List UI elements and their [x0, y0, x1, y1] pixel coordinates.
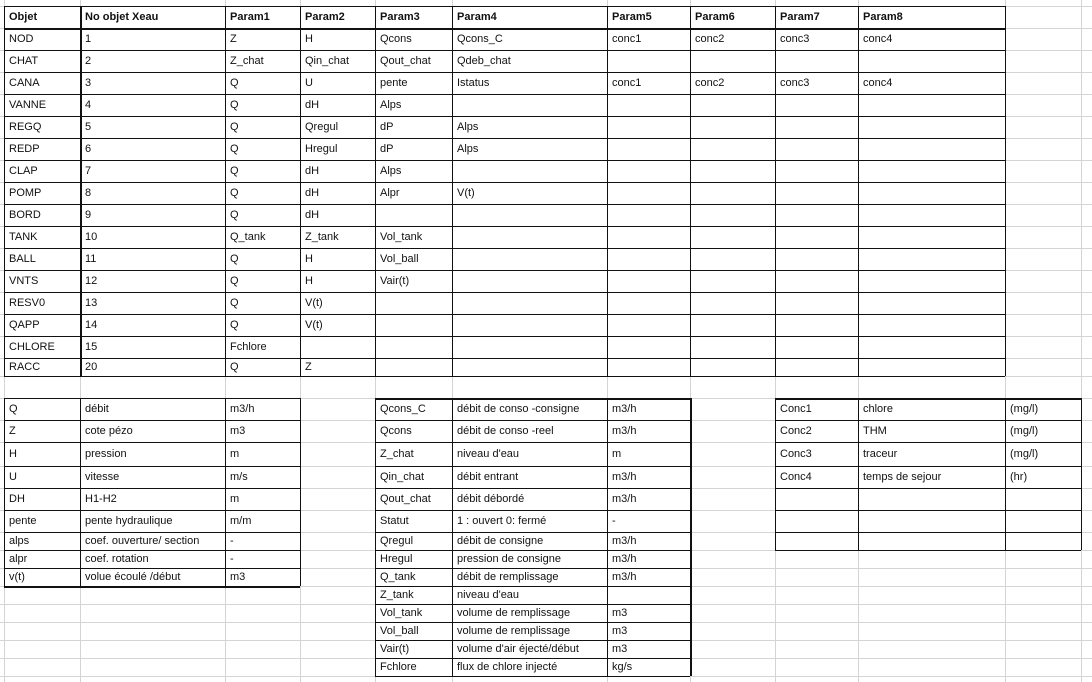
table-cell[interactable]: 11: [85, 253, 97, 265]
legend-cell[interactable]: Conc1: [780, 403, 812, 415]
legend-cell[interactable]: -: [230, 553, 234, 565]
legend-cell[interactable]: m/m: [230, 515, 252, 527]
legend-cell[interactable]: cote pézo: [85, 425, 133, 437]
table-cell[interactable]: H: [305, 253, 313, 265]
legend-border: [775, 550, 1081, 551]
legend-cell[interactable]: 1 : ouvert 0: fermé: [457, 515, 547, 527]
table-border: [4, 72, 1005, 73]
table-cell[interactable]: dP: [380, 143, 394, 155]
legend-border: [375, 510, 690, 511]
table-border: [4, 94, 1005, 95]
legend-border: [375, 442, 690, 443]
legend-cell[interactable]: Qregul: [380, 535, 414, 547]
table-border: [607, 6, 608, 376]
legend-cell[interactable]: m3/h: [612, 425, 637, 437]
legend-cell[interactable]: Z_tank: [380, 589, 414, 601]
column-header[interactable]: Param5: [612, 11, 652, 23]
legend-cell[interactable]: m3: [230, 425, 246, 437]
table-cell[interactable]: CLAP: [9, 165, 38, 177]
table-border: [452, 6, 453, 376]
table-cell[interactable]: Q: [230, 209, 239, 221]
legend-cell[interactable]: m: [230, 493, 240, 505]
table-cell[interactable]: Q: [230, 275, 239, 287]
table-cell[interactable]: conc3: [780, 33, 810, 45]
table-cell[interactable]: conc2: [695, 33, 725, 45]
legend-cell[interactable]: m3/h: [612, 535, 637, 547]
table-cell[interactable]: Qdeb_chat: [457, 55, 511, 67]
table-border: [4, 204, 1005, 205]
table-border: [80, 6, 82, 376]
table-cell[interactable]: Q: [230, 253, 239, 265]
legend-border: [375, 586, 690, 587]
table-cell[interactable]: REGQ: [9, 121, 42, 133]
table-cell[interactable]: 6: [85, 143, 92, 155]
legend-cell[interactable]: DH: [9, 493, 25, 505]
legend-border: [1005, 398, 1006, 550]
legend-cell[interactable]: alpr: [9, 553, 28, 565]
table-cell[interactable]: 12: [85, 275, 98, 287]
legend-cell[interactable]: v(t): [9, 571, 25, 583]
table-cell[interactable]: V(t): [305, 319, 323, 331]
table-cell[interactable]: Alps: [380, 165, 402, 177]
column-header[interactable]: Objet: [9, 11, 38, 23]
legend-cell[interactable]: pente hydraulique: [85, 515, 173, 527]
legend-cell[interactable]: Conc2: [780, 425, 812, 437]
table-cell[interactable]: Alpr: [380, 187, 400, 199]
table-border: [4, 292, 1005, 293]
table-cell[interactable]: 4: [85, 99, 92, 111]
table-cell[interactable]: RESV0: [9, 297, 46, 309]
legend-cell[interactable]: Conc3: [780, 448, 812, 460]
legend-border: [775, 398, 1081, 400]
table-cell[interactable]: Fchlore: [230, 341, 267, 353]
legend-border: [4, 488, 300, 489]
table-cell[interactable]: Alps: [457, 143, 479, 155]
legend-cell[interactable]: traceur: [863, 448, 898, 460]
table-cell[interactable]: V(t): [457, 187, 475, 199]
legend-cell[interactable]: m3: [612, 643, 628, 655]
legend-cell[interactable]: Q: [9, 403, 18, 415]
table-cell[interactable]: U: [305, 77, 313, 89]
legend-border: [375, 550, 690, 551]
legend-cell[interactable]: (mg/l): [1010, 425, 1039, 437]
legend-cell[interactable]: Z_chat: [380, 448, 414, 460]
legend-cell[interactable]: débit de conso -reel: [457, 425, 554, 437]
legend-border: [4, 510, 300, 511]
legend-cell[interactable]: débit débordé: [457, 493, 525, 505]
legend-border: [375, 568, 690, 569]
table-cell[interactable]: 1: [85, 33, 92, 45]
legend-cell[interactable]: volume de remplissage: [457, 625, 571, 637]
table-cell[interactable]: Q: [230, 319, 239, 331]
legend-border: [4, 532, 300, 533]
table-cell[interactable]: Q: [230, 361, 239, 373]
table-cell[interactable]: dH: [305, 187, 320, 199]
table-cell[interactable]: Vair(t): [380, 275, 410, 287]
table-cell[interactable]: Z: [230, 33, 237, 45]
legend-border: [775, 532, 1081, 533]
legend-border: [375, 658, 690, 659]
legend-cell[interactable]: débit entrant: [457, 471, 519, 483]
table-cell[interactable]: conc3: [780, 77, 810, 89]
table-border: [4, 314, 1005, 315]
legend-cell[interactable]: volume d'air éjecté/début: [457, 643, 579, 655]
legend-border: [858, 398, 859, 550]
table-cell[interactable]: Z_tank: [305, 231, 339, 243]
legend-border: [375, 604, 690, 605]
legend-cell[interactable]: kg/s: [612, 661, 633, 673]
legend-cell[interactable]: m: [230, 448, 240, 460]
legend-border: [375, 532, 690, 533]
legend-border: [4, 442, 300, 443]
table-cell[interactable]: VNTS: [9, 275, 39, 287]
legend-border: [375, 622, 690, 623]
legend-cell[interactable]: -: [612, 515, 616, 527]
legend-cell[interactable]: U: [9, 471, 17, 483]
legend-border: [4, 568, 300, 569]
legend-cell[interactable]: pression: [85, 448, 127, 460]
table-cell[interactable]: TANK: [9, 231, 38, 243]
legend-border: [375, 398, 376, 676]
column-header[interactable]: Param4: [457, 11, 497, 23]
column-header[interactable]: Param8: [863, 11, 903, 23]
table-cell[interactable]: Hregul: [305, 143, 338, 155]
table-cell[interactable]: Q: [230, 143, 239, 155]
table-cell[interactable]: conc4: [863, 77, 893, 89]
column-header[interactable]: Param3: [380, 11, 420, 23]
column-header[interactable]: No objet Xeau: [85, 11, 159, 23]
legend-cell[interactable]: m3: [230, 571, 246, 583]
column-header[interactable]: Param2: [305, 11, 345, 23]
legend-border: [4, 550, 300, 551]
legend-border: [375, 488, 690, 489]
legend-cell[interactable]: m3/h: [230, 403, 255, 415]
legend-border: [690, 398, 692, 676]
legend-border: [4, 586, 300, 588]
table-cell[interactable]: dH: [305, 165, 320, 177]
table-cell[interactable]: 8: [85, 187, 92, 199]
table-border: [690, 6, 691, 376]
table-cell[interactable]: Q: [230, 165, 239, 177]
table-border: [375, 6, 376, 376]
legend-cell[interactable]: volue écoulé /début: [85, 571, 181, 583]
legend-cell[interactable]: m3/h: [612, 493, 637, 505]
legend-border: [775, 398, 776, 550]
table-cell[interactable]: 7: [85, 165, 92, 177]
table-cell[interactable]: Z_chat: [230, 55, 264, 67]
table-cell[interactable]: Qin_chat: [305, 55, 350, 67]
legend-cell[interactable]: (hr): [1010, 471, 1028, 483]
legend-border: [1081, 398, 1082, 550]
legend-cell[interactable]: Fchlore: [380, 661, 417, 673]
table-cell[interactable]: Qout_chat: [380, 55, 431, 67]
legend-cell[interactable]: Conc4: [780, 471, 812, 483]
table-cell[interactable]: Vol_ball: [380, 253, 419, 265]
legend-cell[interactable]: H: [9, 448, 17, 460]
table-border: [4, 182, 1005, 183]
table-cell[interactable]: Alps: [380, 99, 402, 111]
column-header[interactable]: Param7: [780, 11, 820, 23]
table-border: [4, 116, 1005, 117]
legend-cell[interactable]: -: [230, 535, 234, 547]
legend-border: [775, 466, 1081, 467]
table-cell[interactable]: pente: [380, 77, 408, 89]
table-cell[interactable]: Q: [230, 99, 239, 111]
column-header[interactable]: Param6: [695, 11, 735, 23]
table-cell[interactable]: 2: [85, 55, 92, 67]
legend-cell[interactable]: Vol_ball: [380, 625, 419, 637]
legend-cell[interactable]: (mg/l): [1010, 448, 1039, 460]
legend-cell[interactable]: vitesse: [85, 471, 120, 483]
table-border: [4, 6, 5, 376]
table-border: [4, 358, 1005, 359]
legend-cell[interactable]: Q_tank: [380, 571, 416, 583]
table-cell[interactable]: Q: [230, 121, 239, 133]
legend-cell[interactable]: débit: [85, 403, 109, 415]
table-cell[interactable]: 13: [85, 297, 98, 309]
legend-border: [775, 510, 1081, 511]
legend-cell[interactable]: m3/h: [612, 471, 637, 483]
table-cell[interactable]: BALL: [9, 253, 36, 265]
legend-cell[interactable]: débit de conso -consigne: [457, 403, 580, 415]
table-cell[interactable]: 20: [85, 361, 98, 373]
legend-cell[interactable]: temps de sejour: [863, 471, 942, 483]
table-border: [858, 6, 859, 376]
table-border: [4, 138, 1005, 139]
legend-border: [4, 398, 5, 586]
legend-cell[interactable]: niveau d'eau: [457, 589, 520, 601]
table-border: [4, 248, 1005, 249]
legend-cell[interactable]: Qin_chat: [380, 471, 425, 483]
legend-cell[interactable]: Vair(t): [380, 643, 410, 655]
table-border: [4, 28, 1005, 30]
legend-cell[interactable]: m3/h: [612, 571, 637, 583]
legend-cell[interactable]: pression de consigne: [457, 553, 561, 565]
legend-cell[interactable]: Statut: [380, 515, 409, 527]
legend-cell[interactable]: m3/h: [612, 403, 637, 415]
table-cell[interactable]: 10: [85, 231, 98, 243]
table-cell[interactable]: Qcons_C: [457, 33, 503, 45]
legend-border: [775, 442, 1081, 443]
legend-border: [4, 466, 300, 467]
legend-cell[interactable]: chlore: [863, 403, 893, 415]
table-cell[interactable]: 5: [85, 121, 92, 133]
column-header[interactable]: Param1: [230, 11, 270, 23]
legend-border: [375, 640, 690, 641]
table-cell[interactable]: Q: [230, 77, 239, 89]
legend-cell[interactable]: Qout_chat: [380, 493, 431, 505]
table-cell[interactable]: H: [305, 33, 313, 45]
legend-border: [375, 398, 690, 400]
table-cell[interactable]: Alps: [457, 121, 479, 133]
legend-cell[interactable]: m/s: [230, 471, 248, 483]
table-cell[interactable]: Q_tank: [230, 231, 266, 243]
table-cell[interactable]: V(t): [305, 297, 323, 309]
legend-border: [4, 420, 300, 421]
table-border: [1005, 6, 1006, 376]
table-cell[interactable]: conc4: [863, 33, 893, 45]
legend-cell[interactable]: Z: [9, 425, 16, 437]
table-cell[interactable]: Z: [305, 361, 312, 373]
table-cell[interactable]: Q: [230, 297, 239, 309]
legend-border: [375, 676, 690, 677]
legend-cell[interactable]: m: [612, 448, 622, 460]
table-cell[interactable]: H: [305, 275, 313, 287]
legend-cell[interactable]: H1-H2: [85, 493, 117, 505]
table-cell[interactable]: dH: [305, 209, 320, 221]
table-cell[interactable]: NOD: [9, 33, 34, 45]
table-cell[interactable]: Istatus: [457, 77, 490, 89]
table-cell[interactable]: CANA: [9, 77, 40, 89]
legend-border: [225, 398, 226, 586]
legend-border: [607, 398, 608, 676]
table-cell[interactable]: BORD: [9, 209, 41, 221]
table-cell[interactable]: CHAT: [9, 55, 39, 67]
legend-cell[interactable]: débit de consigne: [457, 535, 544, 547]
legend-cell[interactable]: (mg/l): [1010, 403, 1039, 415]
table-border: [4, 376, 1005, 377]
legend-border: [452, 398, 453, 676]
legend-cell[interactable]: coef. ouverture/ section: [85, 535, 200, 547]
legend-cell[interactable]: m3: [612, 625, 628, 637]
legend-cell[interactable]: m3: [612, 607, 628, 619]
legend-cell[interactable]: flux de chlore injecté: [457, 661, 558, 673]
table-border: [4, 336, 1005, 337]
table-cell[interactable]: 14: [85, 319, 98, 331]
legend-cell[interactable]: THM: [863, 425, 887, 437]
table-cell[interactable]: 3: [85, 77, 92, 89]
table-cell[interactable]: 15: [85, 341, 98, 353]
legend-border: [775, 420, 1081, 421]
table-border: [300, 6, 301, 376]
table-cell[interactable]: CHLORE: [9, 341, 55, 353]
table-cell[interactable]: VANNE: [9, 99, 47, 111]
table-border: [4, 6, 1005, 7]
table-cell[interactable]: Qcons: [380, 33, 412, 45]
gridline: [1081, 0, 1082, 682]
legend-cell[interactable]: coef. rotation: [85, 553, 149, 565]
legend-border: [80, 398, 81, 586]
legend-cell[interactable]: pente: [9, 515, 37, 527]
table-cell[interactable]: dH: [305, 99, 320, 111]
legend-border: [775, 488, 1081, 489]
legend-cell[interactable]: Qcons_C: [380, 403, 426, 415]
table-border: [775, 6, 776, 376]
table-border: [4, 160, 1005, 161]
table-cell[interactable]: 9: [85, 209, 92, 221]
legend-cell[interactable]: volume de remplissage: [457, 607, 571, 619]
table-cell[interactable]: conc2: [695, 77, 725, 89]
table-border: [4, 270, 1005, 271]
legend-border: [4, 398, 300, 399]
table-cell[interactable]: REDP: [9, 143, 40, 155]
table-cell[interactable]: conc1: [612, 33, 642, 45]
legend-border: [375, 466, 690, 467]
legend-border: [300, 398, 301, 586]
legend-cell[interactable]: alps: [9, 535, 30, 547]
legend-border: [375, 420, 690, 421]
table-cell[interactable]: dP: [380, 121, 394, 133]
legend-cell[interactable]: Vol_tank: [380, 607, 423, 619]
table-cell[interactable]: QAPP: [9, 319, 40, 331]
table-cell[interactable]: Qregul: [305, 121, 339, 133]
table-border: [4, 50, 1005, 51]
table-cell[interactable]: Q: [230, 187, 239, 199]
table-border: [225, 6, 226, 376]
table-cell[interactable]: Vol_tank: [380, 231, 423, 243]
legend-cell[interactable]: débit de remplissage: [457, 571, 559, 583]
legend-cell[interactable]: Hregul: [380, 553, 413, 565]
legend-cell[interactable]: Qcons: [380, 425, 412, 437]
table-cell[interactable]: conc1: [612, 77, 642, 89]
table-cell[interactable]: RACC: [9, 361, 41, 373]
table-border: [4, 226, 1005, 227]
legend-cell[interactable]: niveau d'eau: [457, 448, 520, 460]
legend-cell[interactable]: m3/h: [612, 553, 637, 565]
table-cell[interactable]: POMP: [9, 187, 42, 199]
